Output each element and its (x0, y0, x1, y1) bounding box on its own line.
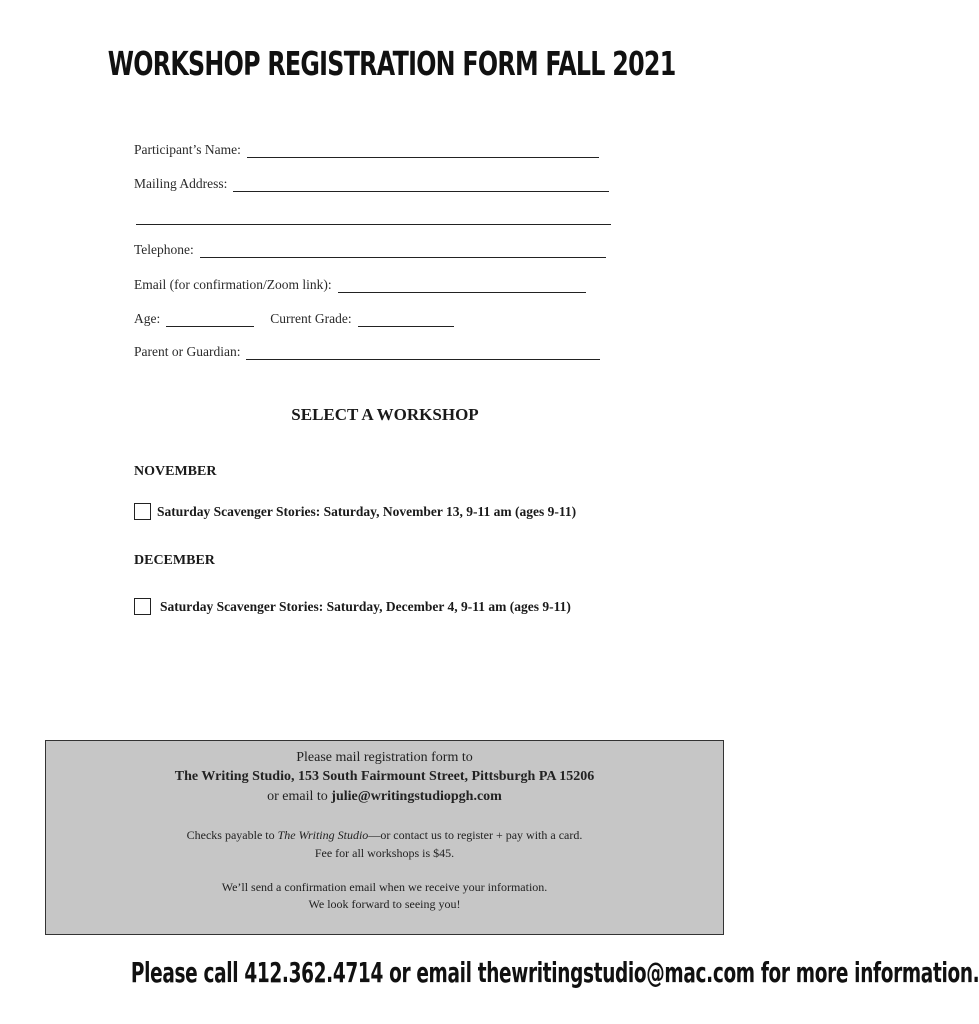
telephone-field[interactable] (200, 241, 606, 258)
november-heading: NOVEMBER (134, 464, 217, 479)
checks-prefix: Checks payable to (186, 828, 278, 842)
grade-label: Current Grade: (270, 311, 352, 326)
confirmation-text: We’ll send a confirmation email when we receive your information. (221, 880, 548, 894)
checks-suffix: —or contact us to register + pay with a card. (368, 828, 583, 842)
november-workshop-label: Saturday Scavenger Stories: Saturday, November 13, 9-11 am (ages 9-11) (157, 503, 577, 519)
age-field[interactable] (166, 310, 254, 327)
fee-text: Fee for all workshops is $45. (314, 846, 455, 860)
age-grade-row (134, 309, 454, 327)
guardian-field[interactable] (246, 343, 600, 360)
mailing-address-row-2 (134, 207, 611, 225)
grade-field[interactable] (358, 310, 454, 327)
email-row (134, 275, 586, 293)
form-title: WORKSHOP REGISTRATION FORM FALL 2021 (107, 44, 676, 83)
december-workshop-checkbox[interactable] (134, 598, 151, 615)
november-workshop-checkbox[interactable] (134, 503, 151, 520)
december-workshop-option[interactable] (134, 598, 571, 615)
telephone-label: Telephone: (134, 242, 194, 257)
select-workshop-heading: SELECT A WORKSHOP (291, 405, 479, 424)
mailing-address-row (134, 174, 609, 192)
mailing-address-label: Mailing Address: (134, 176, 228, 191)
email-instruction-prefix: or email to (267, 789, 332, 804)
december-workshop-label: Saturday Scavenger Stories: Saturday, December 4, 9-11 am (ages 9-11) (160, 598, 571, 614)
november-workshop-option[interactable] (134, 503, 576, 520)
email-field[interactable] (338, 276, 586, 293)
footer-contact: Please call 412.362.4714 or email thewritingstudio@mac.com for more information. (130, 956, 979, 989)
age-label: Age: (134, 311, 161, 326)
participant-name-label: Participant’s Name: (134, 142, 241, 157)
email-instruction (46, 789, 723, 805)
checks-payable-text (46, 828, 723, 843)
telephone-row (134, 240, 606, 258)
participant-name-field[interactable] (247, 141, 599, 158)
mailing-address-field-line2[interactable] (136, 208, 611, 225)
mailing-address-field[interactable] (233, 175, 609, 192)
email-label: Email (for confirmation/Zoom link): (134, 277, 332, 292)
december-heading: DECEMBER (134, 553, 215, 568)
mailing-info-box (45, 740, 724, 935)
participant-name-row (134, 140, 599, 158)
guardian-row (134, 342, 600, 360)
closing-text: We look forward to seeing you! (308, 897, 461, 911)
studio-address: The Writing Studio, 153 South Fairmount Street, Pittsburgh PA 15206 (174, 769, 595, 784)
studio-name-italic: The Writing Studio (277, 828, 369, 842)
guardian-label: Parent or Guardian: (134, 344, 241, 359)
contact-email-link[interactable]: julie@writingstudiopgh.com (331, 789, 502, 804)
mail-instruction: Please mail registration form to (296, 750, 473, 765)
